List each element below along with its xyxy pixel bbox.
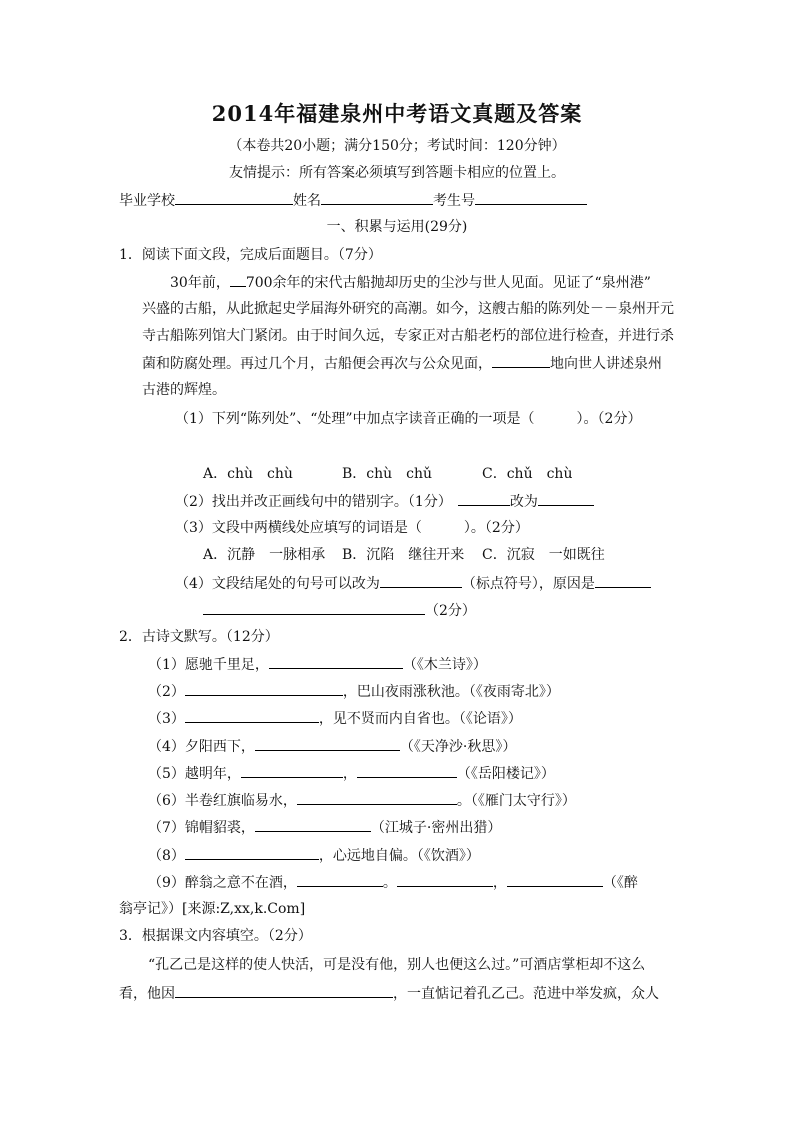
- q2-text: （3）: [148, 711, 185, 727]
- q1-sub2-text: （2）找出并改正画线句中的错别字。（1分）: [175, 494, 452, 510]
- q2-blank: [185, 708, 319, 723]
- q1-sub4-text: （2分）: [425, 603, 476, 619]
- q2-blank: [185, 845, 319, 860]
- q2-blank: [397, 872, 493, 887]
- q1-passage-line: 古港的辉煌。: [142, 382, 226, 398]
- q1-sub4-blank-reason-cont: [203, 600, 425, 615]
- exam-info: （本卷共20小题；满分150分；考试时间：120分钟）: [228, 138, 566, 154]
- school-label: 毕业学校: [119, 193, 175, 209]
- q1-sub3-option-a: A．沉静 一脉相承: [203, 547, 326, 563]
- q2-blank: [357, 763, 457, 778]
- q1-sub2-text: 改为: [509, 494, 538, 510]
- q2-text: ，: [342, 766, 357, 782]
- q2-blank: [269, 654, 403, 669]
- q2-line-9: [148, 872, 638, 893]
- q1-sub3-option-b: B．沉陷 继往开来: [342, 547, 465, 563]
- q2-text: （9）醉翁之意不在酒，: [148, 875, 297, 891]
- q1-sub1-option-b: B．chù chǔ: [342, 466, 433, 482]
- q3-passage-line: [119, 983, 659, 1004]
- q2-blank: [185, 681, 343, 696]
- q2-text: （7）锦帽貂裘，: [148, 820, 255, 836]
- q1-sub1-option-c: C．chǔ chù: [482, 466, 573, 482]
- q2-text: （《醉: [602, 875, 638, 891]
- q1-sub2: [175, 491, 594, 512]
- q1-passage-line: 寺古船陈列馆大门紧闭。由于时间久远，专家正对古船老朽的部位进行检查，并进行杀: [142, 328, 674, 344]
- q2-text: （2）: [148, 684, 185, 700]
- q2-line-5: [148, 763, 555, 784]
- q2-blank: [255, 736, 400, 751]
- q1-sub4-blank-reason: [595, 573, 651, 588]
- q1-sub4: [175, 573, 651, 594]
- q3-passage-text: 看，他因: [119, 986, 175, 1002]
- q1-sub1-option-a: A．chù chù: [203, 466, 293, 482]
- name-blank: [321, 190, 433, 205]
- q1-sub2-blank-right: [538, 491, 594, 506]
- q2-line-1: [148, 654, 487, 675]
- q1-passage-line: 兴盛的古船，从此掀起史学届海外研究的高潮。如今，这艘古船的陈列处－－泉州开元: [142, 301, 674, 317]
- q1-sub3-option-c: C．沉寂 一如既往: [482, 547, 605, 563]
- q1-sub4-text: （标点符号），原因是: [461, 576, 595, 592]
- q1-sub4-blank-punct: [380, 573, 462, 588]
- school-blank: [175, 190, 293, 205]
- q1-blank-a: [230, 272, 246, 287]
- q2-heading: 2．古诗文默写。（12分）: [119, 629, 279, 645]
- q1-sub1: （1）下列“陈列处”、“处理”中加点字读音正确的一项是（ ）。（2分）: [175, 411, 642, 427]
- q2-line-9-cont: 翁亭记》）[来源:Z,xx,k.Com]: [119, 901, 306, 917]
- q2-line-3: [148, 708, 522, 729]
- q1-blank-b: [492, 353, 550, 368]
- q2-text: （江城子·密州出猎）: [370, 820, 502, 836]
- friendly-tip: 友情提示：所有答案必须填写到答题卡相应的位置上。: [229, 165, 565, 181]
- q2-blank: [241, 763, 343, 778]
- q1-passage-text: 菌和防腐处理。再过几个月，古船便会再次与公众见面，: [142, 356, 492, 372]
- q2-text: 。: [382, 875, 397, 891]
- q3-passage-text: ，一直惦记着孔乙己。范进中举发疯，众人: [393, 986, 659, 1002]
- q1-sub2-blank-wrong: [458, 491, 510, 506]
- q2-text: （4）夕阳西下，: [148, 739, 255, 755]
- q1-passage-line: [142, 353, 662, 374]
- exam-no-blank: [475, 190, 587, 205]
- q2-text: （6）半卷红旗临易水，: [148, 793, 297, 809]
- q2-line-4: [148, 736, 516, 757]
- student-info-row: [119, 190, 587, 211]
- q1-heading: 1．阅读下面文段，完成后面题目。（7分）: [119, 247, 382, 263]
- q2-text: 。（《雁门太守行》）: [456, 793, 576, 809]
- q2-text: （《木兰诗》）: [402, 657, 487, 673]
- q1-sub3: （3）文段中两横线处应填写的词语是（ ）。（2分）: [175, 520, 529, 536]
- q1-passage-text: 30年前，: [170, 275, 230, 291]
- exam-no-label: 考生号: [433, 193, 475, 209]
- name-label: 姓名: [293, 193, 321, 209]
- q1-sub4-text: （4）文段结尾处的句号可以改为: [175, 576, 380, 592]
- q2-text: ，心远地自偏。（《饮酒》）: [318, 848, 480, 864]
- section-heading: 一、积累与运用(29分): [326, 219, 468, 235]
- q3-passage-line: “孔乙己是这样的使人快活，可是没有他，别人也便这么过。”可酒店掌柜却不这么: [148, 957, 646, 973]
- q1-passage-text: 地向世人讲述泉州: [550, 356, 662, 372]
- q1-sub4-cont: [203, 600, 476, 621]
- q3-blank: [175, 983, 393, 998]
- q2-text: （8）: [148, 848, 185, 864]
- q1-passage-text: 700余年的宋代古船抛却历史的尘沙与世人见面。见证了“泉州港”: [245, 275, 651, 291]
- q2-line-8: [148, 845, 480, 866]
- q2-line-7: [148, 817, 501, 838]
- q2-line-6: [148, 790, 576, 811]
- page-title: 2014年福建泉州中考语文真题及答案: [211, 101, 583, 126]
- q2-text: ，巴山夜雨涨秋池。（《夜雨寄北》）: [342, 684, 560, 700]
- q2-blank: [297, 790, 457, 805]
- q2-text: ，: [492, 875, 507, 891]
- q2-blank: [255, 817, 371, 832]
- q3-heading: 3．根据课文内容填空。（2分）: [119, 928, 312, 944]
- q2-line-2: [148, 681, 560, 702]
- q2-blank: [297, 872, 383, 887]
- q2-text: ，见不贤而内自省也。（《论语》）: [318, 711, 522, 727]
- q2-text: （5）越明年，: [148, 766, 241, 782]
- q2-blank: [507, 872, 603, 887]
- q2-text: （《天净沙·秋思》）: [399, 739, 517, 755]
- q2-text: （1）愿驰千里足，: [148, 657, 269, 673]
- q1-passage-line: [170, 272, 651, 293]
- q2-text: （《岳阳楼记》）: [456, 766, 555, 782]
